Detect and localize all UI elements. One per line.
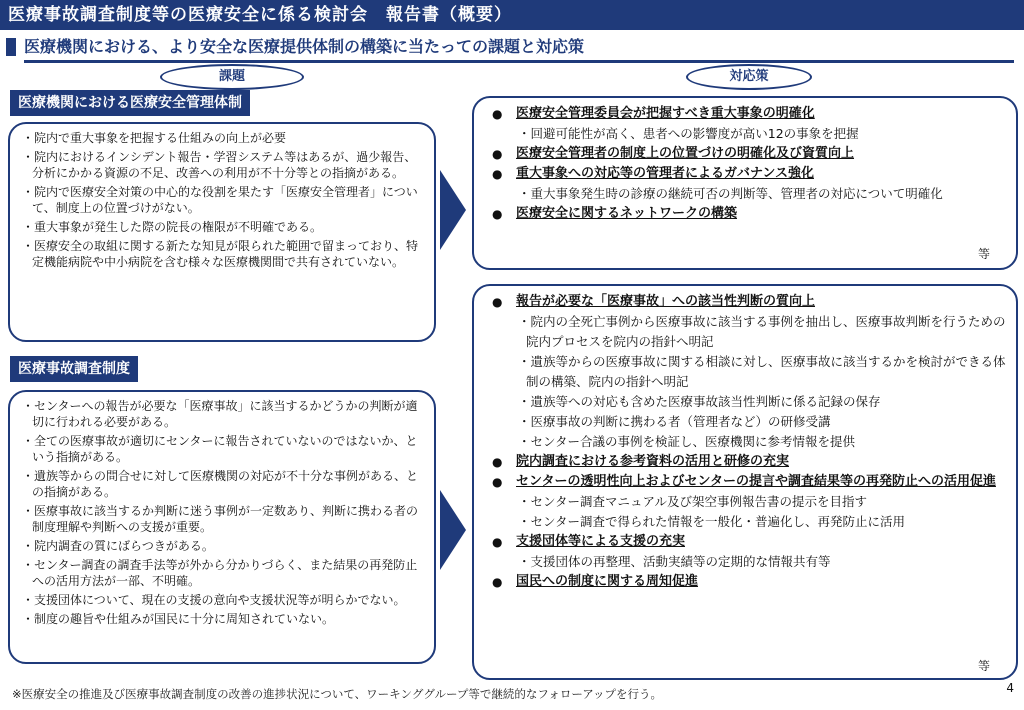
etc-note: 等: [977, 247, 990, 261]
issue-item: ・ 制度の趣旨や仕組みが国民に十分に周知されていない。: [22, 611, 424, 627]
page-number: 4: [1006, 681, 1014, 695]
measures-list-accident-investigation: [474, 286, 1016, 592]
section-heading-accident-investigation: 医療事故調査制度: [10, 356, 138, 382]
measure-heading-text: 支援団体等による支援の充実: [516, 534, 686, 549]
issue-item: ・ 医療安全の取組に関する新たな知見が限られた範囲で留まっており、特定機能病院や中小病院を含む様々な医療機関間で共有されていない。: [22, 238, 424, 270]
measure-heading-text: 国民への制度に関する周知促進: [516, 574, 699, 589]
measures-label: 対応策: [686, 64, 812, 90]
measure-detail: ・ 回避可能性が高く、患者への影響度が高い12の事象を把握: [488, 124, 1008, 144]
issues-box-accident-investigation: [8, 390, 436, 664]
measure-heading: [488, 572, 1008, 592]
page-subtitle: 医療機関における、より安全な医療提供体制の構築に当たっての課題と対応策: [24, 34, 1014, 63]
measure-detail: ・ 支援団体の再整理、活動実績等の定期的な情報共有等: [488, 552, 1008, 572]
measure-heading: [488, 164, 1008, 184]
measures-list-safety-management: [474, 98, 1016, 224]
section-heading-safety-management: 医療機関における医療安全管理体制: [10, 90, 250, 116]
footer-note: ※医療安全の推進及び医療事故調査制度の改善の進捗状況について、ワーキンググループ等で継続的なフォローアップを行う。: [12, 687, 662, 701]
measure-detail: ・ センター調査で得られた情報を一般化・普遍化し、再発防止に活用: [488, 512, 1008, 532]
measure-heading-text: 医療安全管理者の制度上の位置づけの明確化及び資質向上: [516, 146, 855, 161]
issue-item: ・ 院内で医療安全対策の中心的な役割を果たす「医療安全管理者」について、制度上の位置づけがない。: [22, 184, 424, 216]
measures-box-safety-management: [472, 96, 1018, 270]
measure-detail: ・ 医療事故の判断に携わる者（管理者など）の研修受講: [488, 412, 1008, 432]
measure-heading-text: 重大事象への対応等の管理者によるガバナンス強化: [516, 166, 814, 181]
issues-label: 課題: [160, 64, 304, 90]
issues-box-safety-management: [8, 122, 436, 342]
page-title: 医療事故調査制度等の医療安全に係る検討会 報告書（概要）: [0, 0, 1024, 30]
measure-detail: ・ 重大事象発生時の診療の継続可否の判断等、管理者の対応について明確化: [488, 184, 1008, 204]
issue-item: ・ 重大事象が発生した際の院長の権限が不明確である。: [22, 219, 424, 235]
measure-heading-text: センターの透明性向上およびセンターの提言や調査結果等の再発防止への活用促進: [516, 474, 996, 489]
issue-item: ・ 遺族等からの問合せに対して医療機関の対応が不十分な事例がある、との指摘がある。: [22, 468, 424, 500]
measure-heading: [488, 204, 1008, 224]
measure-detail: ・ 院内の全死亡事例から医療事故に該当する事例を抽出し、医療事故判断を行うための院内プロセスを院内の指針へ明記: [488, 312, 1008, 352]
issue-item: ・ センター調査の調査手法等が外から分かりづらく、また結果の再発防止への活用方法が一部、不明確。: [22, 557, 424, 589]
measure-heading: [488, 532, 1008, 552]
measure-heading-text: 報告が必要な「医療事故」への該当性判断の質向上: [516, 294, 816, 309]
issue-item: ・ 支援団体について、現在の支援の意向や支援状況等が明らかでない。: [22, 592, 424, 608]
measures-box-accident-investigation: [472, 284, 1018, 680]
measure-heading: [488, 144, 1008, 164]
measure-heading: [488, 452, 1008, 472]
issue-item: ・ 院内で重大事象を把握する仕組みの向上が必要: [22, 130, 424, 146]
measure-heading: [488, 292, 1008, 312]
measure-detail: ・ 遺族等への対応も含めた医療事故該当性判断に係る記録の保存: [488, 392, 1008, 412]
etc-note: 等: [977, 659, 990, 673]
measure-detail: ・ 遺族等からの医療事故に関する相談に対し、医療事故に該当するかを検討ができる体制の構築、院内の指針へ明記: [488, 352, 1008, 392]
measure-heading-text: 医療安全に関するネットワークの構築: [516, 206, 738, 221]
measure-heading: [488, 472, 1008, 492]
measure-detail: ・ センター合議の事例を検証し、医療機関に参考情報を提供: [488, 432, 1008, 452]
right-arrow-icon: [440, 490, 466, 570]
issues-list-accident-investigation: [10, 392, 434, 627]
measure-detail: ・ センター調査マニュアル及び架空事例報告書の提示を目指す: [488, 492, 1008, 512]
measure-heading-text: 医療安全管理委員会が把握すべき重大事象の明確化: [516, 106, 815, 121]
right-arrow-icon: [440, 170, 466, 250]
issue-item: ・ センターへの報告が必要な「医療事故」に該当するかどうかの判断が適切に行われる必要がある。: [22, 398, 424, 430]
issue-item: ・ 院内におけるインシデント報告・学習システム等はあるが、過少報告、分析にかかる資源の不足、改善への利用が不十分等との指摘がある。: [22, 149, 424, 181]
measure-heading: [488, 104, 1008, 124]
issue-item: ・ 院内調査の質にばらつきがある。: [22, 538, 424, 554]
issues-list-safety-management: [10, 124, 434, 270]
issue-item: ・ 全ての医療事故が適切にセンターに報告されていないのではないか、という指摘がある。: [22, 433, 424, 465]
issue-item: ・ 医療事故に該当するか判断に迷う事例が一定数あり、判断に携わる者の制度理解や判断への支援が重要。: [22, 503, 424, 535]
measure-heading-text: 院内調査における参考資料の活用と研修の充実: [516, 454, 790, 469]
